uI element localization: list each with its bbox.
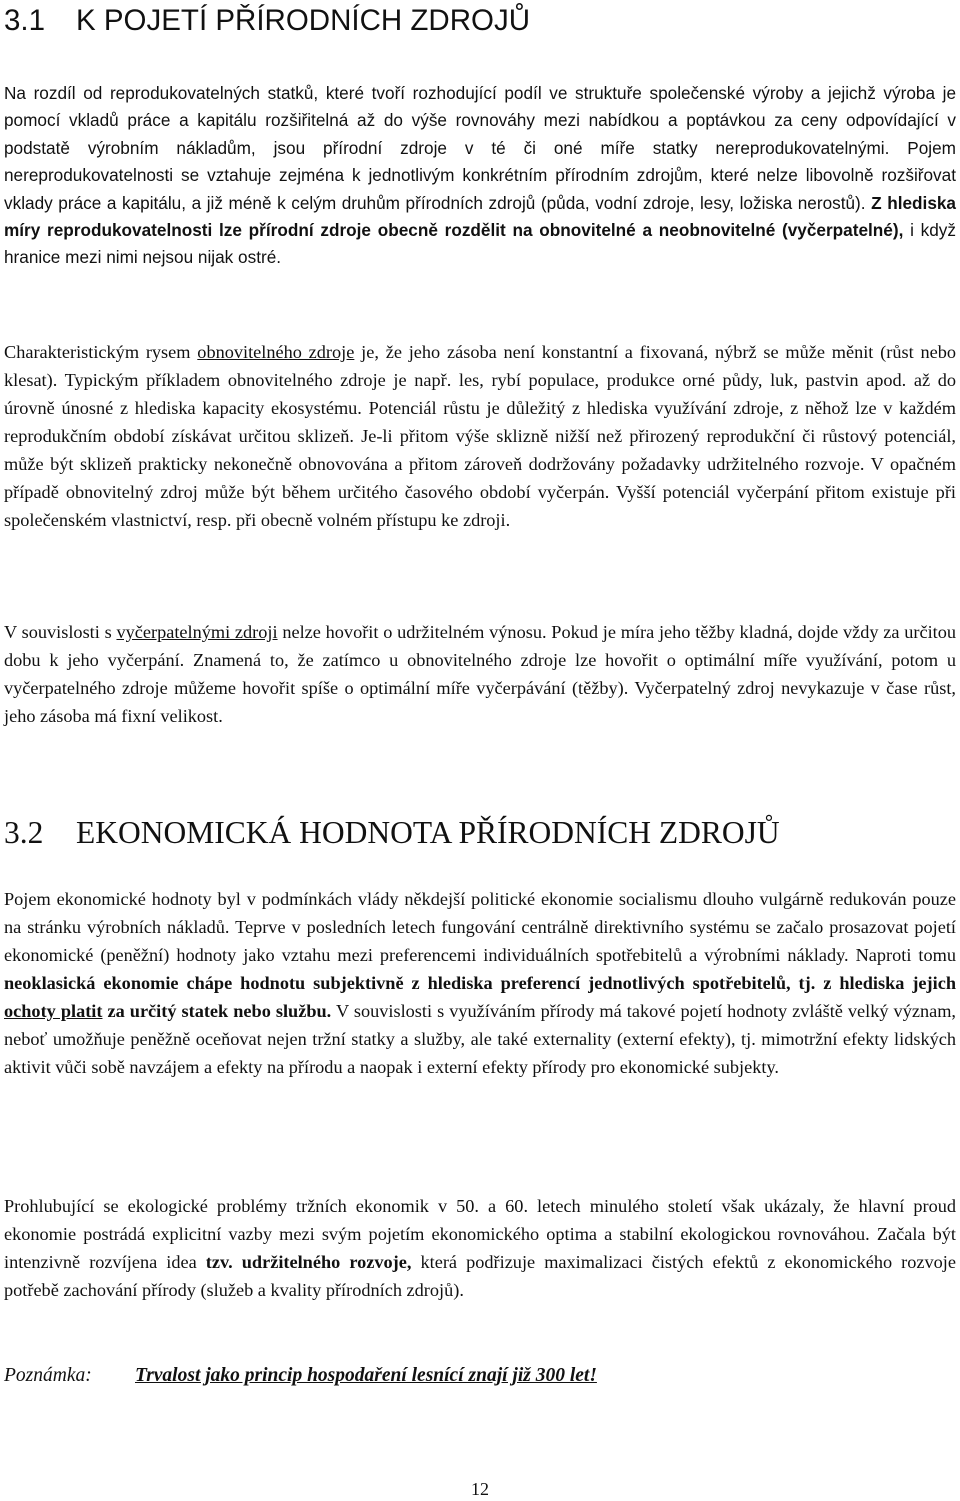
section-title: EKONOMICKÁ HODNOTA PŘÍRODNÍCH ZDROJŮ [76, 815, 780, 850]
paragraph-sustainable-development [4, 1192, 956, 1304]
section-heading-3-1 [4, 2, 530, 40]
note-text: Trvalost jako princip hospodaření lesnící znají již 300 let! [135, 1365, 597, 1386]
underlined-term: ochoty platit [4, 1001, 103, 1021]
underlined-term: vyčerpatelnými zdroji [116, 622, 278, 642]
section-number: 3.1 [4, 4, 46, 37]
paragraph-text: je, že jeho zásoba není konstantní a fixovaná, nýbrž se může měnit (růst nebo klesat). Typickým příkladem obnovitelného zdroje je např. les, rybí populace, produkce orné půdy, luk, pastvin apod. až do úrovně únosné z hlediska kapacity ekosystému. Potenciál růstu je důležitý z hlediska využívání zdroje, z něhož lze v každém reprodukčním období získávat určitou sklizeň. Je-li přitom výše sklizně nižší než přirozený reprodukční či růstový potenciál, může být sklizeň prakticky nekonečně obnovována a přitom zároveň dodržovány požadavky udržitelného rozvoje. V opačném případě obnovitelný zdroj může být během určitého časového období vyčerpán. Vyšší potenciál vyčerpání přitom existuje při společenském vlastnictví, resp. při obecně volném přístupu ke zdroji. [4, 342, 957, 530]
paragraph-text: nelze hovořit o udržitelném výnosu. Pokud je míra jeho těžby kladná, dojde vždy za určitou dobu k jeho vyčerpání. Znamená to, že zatímco u obnovitelného zdroje lze hovořit o optimální míře využívání, potom u vyčerpatelného zdroje můžeme hovořit spíše o optimální míře vyčerpávání (těžby). Vyčerpatelný zdroj nevykazuje v čase růst, jeho zásoba má fixní velikost. [4, 622, 957, 726]
paragraph-economic-value [4, 885, 956, 1081]
paragraph-text: Prohlubující se ekologické problémy tržních ekonomik v 50. a 60. letech minulého století však ukázaly, že hlavní proud ekonomie postrádá explicitní vazby mezi svým pojetím ekonomického optima a stabilní ekologickou rovnováhou. Začala být intenzivně rozvíjena idea [4, 1196, 956, 1272]
paragraph-text: i když hranice mezi nimi nejsou nijak ostré. [4, 220, 956, 268]
section-number: 3.2 [4, 815, 44, 850]
note-label: Poznámka: [4, 1365, 92, 1386]
paragraph-text: V souvislosti s [4, 622, 117, 642]
paragraph-text: V souvislosti s využíváním přírody má takové pojetí hodnoty zvláště velký význam, neboť umožňuje peněžně oceňovat nejen tržní statky a služby, ale také externality (externí efekty), tj. mimotržní efekty lidských aktivit vůči sobě navzájem a efekty na přírodu a naopak i externí efekty přírody pro ekonomické subjekty. [4, 1001, 956, 1077]
bold-statement: neoklasická ekonomie chápe hodnotu subjektivně z hlediska preferencí jednotlivých spotřebitelů, tj. z hlediska jejich [4, 973, 956, 993]
paragraph-text: Na rozdíl od reprodukovatelných statků, které tvoří rozhodující podíl ve struktuře společenské výroby a jejichž výroba je pomocí vkladů práce a kapitálu rozšiřitelná až do výše rovnováhy mezi nabídkou a poptávkou za ceny odpovídající v podstatě výrobním nákladům, jsou přírodní zdroje v té či oné míře statky nereprodukovatelnými. [4, 83, 956, 158]
bold-term: tzv. udržitelného rozvoje, [205, 1252, 412, 1272]
paragraph-exhaustible-resources [4, 618, 956, 730]
section-heading-3-2 [4, 812, 780, 854]
bold-statement: Z hlediska míry reprodukovatelnosti lze přírodní zdroje obecně rozdělit na obnovitelné a neobnovitelné (vyčerpatelné), [4, 192, 956, 241]
section-title: K POJETÍ PŘÍRODNÍCH ZDROJŮ [76, 4, 530, 37]
page-number: 12 [471, 1479, 489, 1499]
paragraph-text: která podřizuje maximalizaci čistých efektů z ekonomického rozvoje potřebě zachování přírody (služeb a kvality přírodních zdrojů). [4, 1252, 956, 1300]
underlined-term: obnovitelného zdroje [197, 342, 355, 362]
paragraph-reproducibility [4, 80, 956, 272]
paragraph-text: Charakteristickým rysem [4, 342, 198, 362]
paragraph-text: Pojem ekonomické hodnoty byl v podmínkách vlády někdejší politické ekonomie socialismu dlouho vulgárně redukován pouze na stránku výrobních nákladů. Teprve v posledních letech fungování centrálně direktivního systému se začalo prosazovat pojetí ekonomické (peněžní) hodnoty jako vztahu mezi preferencemi individuálních spotřebitelů a výrobními náklady. Naproti tomu [4, 889, 956, 965]
paragraph-renewable-resources [4, 338, 956, 534]
bold-statement: za určitý statek nebo službu. [102, 1001, 332, 1021]
paragraph-text: Pojem nereprodukovatelnosti se vztahuje zejména k jednotlivým konkrétním přírodním zdrojům, které nelze libovolně rozšiřovat vklady práce a kapitálu, a již méně k celým druhům přírodních zdrojů (půda, vodní zdroje, lesy, ložiska nerostů). [4, 137, 956, 213]
note [4, 1362, 597, 1390]
